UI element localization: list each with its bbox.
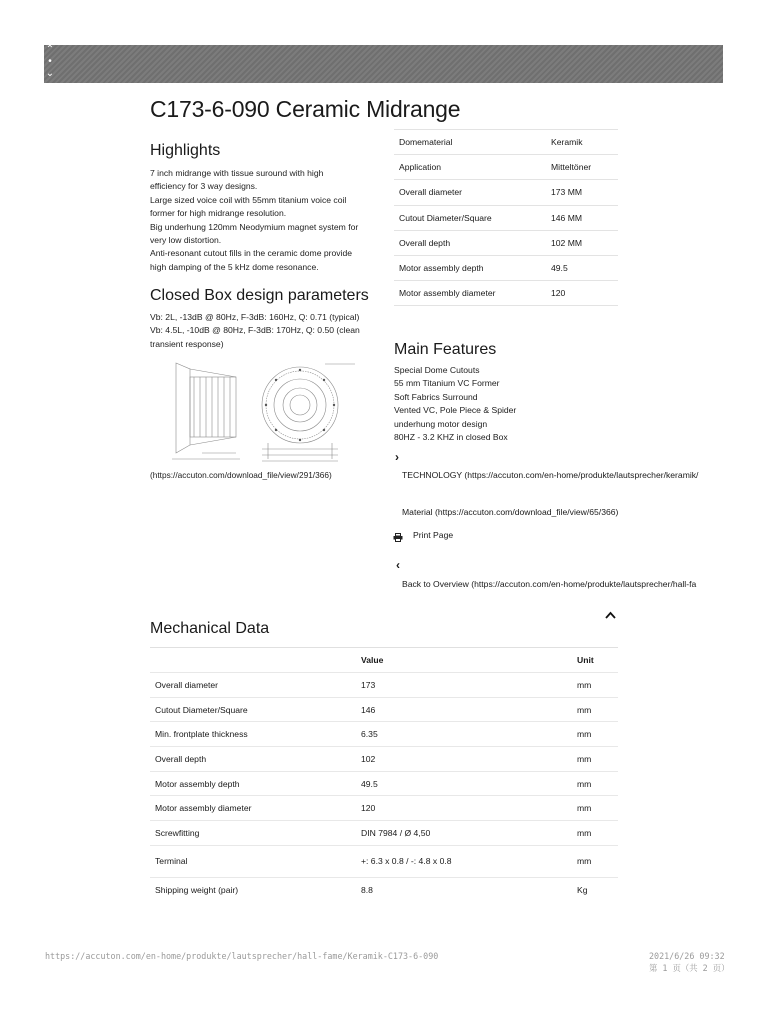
spec-table [394, 129, 618, 306]
table-row [150, 747, 618, 772]
spec-value: Mitteltöner [546, 155, 618, 180]
table-row [150, 697, 618, 722]
material-link[interactable]: Material (https://accuton.com/download_file/view/65/366) [402, 507, 619, 517]
highlights-line: high damping of the 5 kHz dome resonance. [150, 261, 319, 272]
page-title: C173-6-090 Ceramic Midrange [150, 96, 461, 122]
spec-value: 49.5 [546, 255, 618, 280]
spec-value: 146 MM [546, 205, 618, 230]
row-unit: mm [572, 796, 618, 821]
row-unit: mm [572, 771, 618, 796]
footer-page-number: 第 1 页（共 2 页） [649, 963, 730, 973]
closed-box-line: Vb: 2L, -13dB @ 80Hz, F-3dB: 160Hz, Q: 0.71 (typical) [150, 312, 360, 322]
highlights-line: efficiency for 3 way designs. [150, 181, 258, 192]
row-value: +: 6.3 x 0.8 / -: 4.8 x 0.8 [356, 845, 572, 877]
row-name: Overall depth [150, 747, 356, 772]
closed-box-line: transient response) [150, 338, 224, 349]
closed-box-text [150, 311, 360, 351]
table-row [394, 230, 618, 255]
row-name: Motor assembly diameter [150, 796, 356, 821]
mechanical-table [150, 647, 618, 902]
spec-label: Overall diameter [394, 180, 546, 205]
spec-label: Domematerial [394, 130, 546, 155]
closed-box-heading: Closed Box design parameters [150, 287, 369, 304]
row-value: 6.35 [356, 722, 572, 747]
row-unit: mm [572, 697, 618, 722]
feature-item: 55 mm Titanium VC Former [394, 378, 500, 389]
spec-value: 173 MM [546, 180, 618, 205]
row-name: Screwfitting [150, 821, 356, 846]
spec-label: Motor assembly depth [394, 255, 546, 280]
table-row [150, 771, 618, 796]
feature-item: 80HZ - 3.2 KHZ in closed Box [394, 432, 508, 443]
row-value: 173 [356, 673, 572, 698]
table-row [150, 877, 618, 901]
table-row [394, 255, 618, 280]
row-value: 120 [356, 796, 572, 821]
drawing-link[interactable]: (https://accuton.com/download_file/view/291/366) [150, 470, 332, 480]
table-header-row [150, 648, 618, 673]
feature-item: underhung motor design [394, 418, 488, 429]
highlights-line: very low distortion. [150, 235, 222, 246]
row-value: 8.8 [356, 877, 572, 901]
highlights-text [150, 167, 358, 274]
highlights-line: 7 inch midrange with tissue suround with high [150, 168, 324, 178]
technology-link[interactable]: TECHNOLOGY (https://accuton.com/en-home/produkte/lautsprecher/keramik/ [402, 470, 699, 480]
column-header-unit: Unit [572, 648, 618, 673]
technical-drawing[interactable] [150, 355, 362, 467]
table-row [394, 281, 618, 306]
top-banner [44, 45, 723, 83]
row-name: Shipping weight (pair) [150, 877, 356, 901]
spec-label: Cutout Diameter/Square [394, 205, 546, 230]
highlights-line: former for high midrange resolution. [150, 208, 287, 219]
table-row [150, 673, 618, 698]
spec-label: Overall depth [394, 230, 546, 255]
page-nav-control[interactable] [44, 45, 56, 83]
table-row [394, 155, 618, 180]
dot-icon[interactable]: • [48, 56, 52, 67]
closed-box-line: Vb: 4.5L, -10dB @ 80Hz, F-3dB: 170Hz, Q: 0.50 (clean [150, 325, 360, 336]
main-features-list [394, 364, 516, 444]
row-unit: mm [572, 722, 618, 747]
row-unit: mm [572, 845, 618, 877]
spec-value: Keramik [546, 130, 618, 155]
highlights-heading: Highlights [150, 142, 221, 159]
chevron-up-icon[interactable] [605, 606, 616, 624]
table-row [394, 130, 618, 155]
spec-label: Motor assembly diameter [394, 281, 546, 306]
row-name: Min. frontplate thickness [150, 722, 356, 747]
feature-item: Soft Fabrics Surround [394, 391, 478, 402]
printer-icon[interactable] [393, 529, 403, 547]
table-row [394, 180, 618, 205]
feature-item: Vented VC, Pole Piece & Spider [394, 405, 517, 416]
spec-label: Application [394, 155, 546, 180]
row-unit: mm [572, 747, 618, 772]
chevron-left-icon[interactable]: ‹ [396, 558, 400, 572]
highlights-line: Large sized voice coil with 55mm titanium voice coil [150, 194, 347, 205]
feature-item: Special Dome Cutouts [394, 365, 480, 375]
chevron-right-icon[interactable]: › [395, 450, 399, 464]
row-name: Terminal [150, 845, 356, 877]
table-row [150, 821, 618, 846]
row-unit: mm [572, 673, 618, 698]
row-unit: Kg [572, 877, 618, 901]
chevron-down-icon[interactable]: ⌄ [45, 68, 55, 79]
highlights-line: Anti-resonant cutout fills in the ceramic dome provide [150, 248, 353, 259]
main-features-heading: Main Features [394, 341, 497, 358]
footer-datetime: 2021/6/26 09:32 [649, 951, 725, 961]
column-header [150, 648, 356, 673]
row-value: 102 [356, 747, 572, 772]
row-unit: mm [572, 821, 618, 846]
back-to-overview-link[interactable]: Back to Overview (https://accuton.com/en-home/produkte/lautsprecher/hall-fa [402, 579, 697, 589]
table-row [394, 205, 618, 230]
row-value: DIN 7984 / Ø 4,50 [356, 821, 572, 846]
spec-value: 102 MM [546, 230, 618, 255]
mechanical-heading: Mechanical Data [150, 620, 270, 637]
spec-value: 120 [546, 281, 618, 306]
table-row [150, 722, 618, 747]
footer-url: https://accuton.com/en-home/produkte/lautsprecher/hall-fame/Keramik-C173-6-090 [45, 951, 439, 961]
row-name: Overall diameter [150, 673, 356, 698]
table-row [150, 845, 618, 877]
highlights-line: Big underhung 120mm Neodymium magnet system for [150, 221, 359, 232]
column-header-value: Value [356, 648, 572, 673]
chevron-up-icon[interactable]: ⌃ [45, 44, 55, 55]
row-value: 146 [356, 697, 572, 722]
row-name: Motor assembly depth [150, 771, 356, 796]
row-value: 49.5 [356, 771, 572, 796]
row-name: Cutout Diameter/Square [150, 697, 356, 722]
table-row [150, 796, 618, 821]
print-page-link[interactable]: Print Page [413, 530, 454, 540]
